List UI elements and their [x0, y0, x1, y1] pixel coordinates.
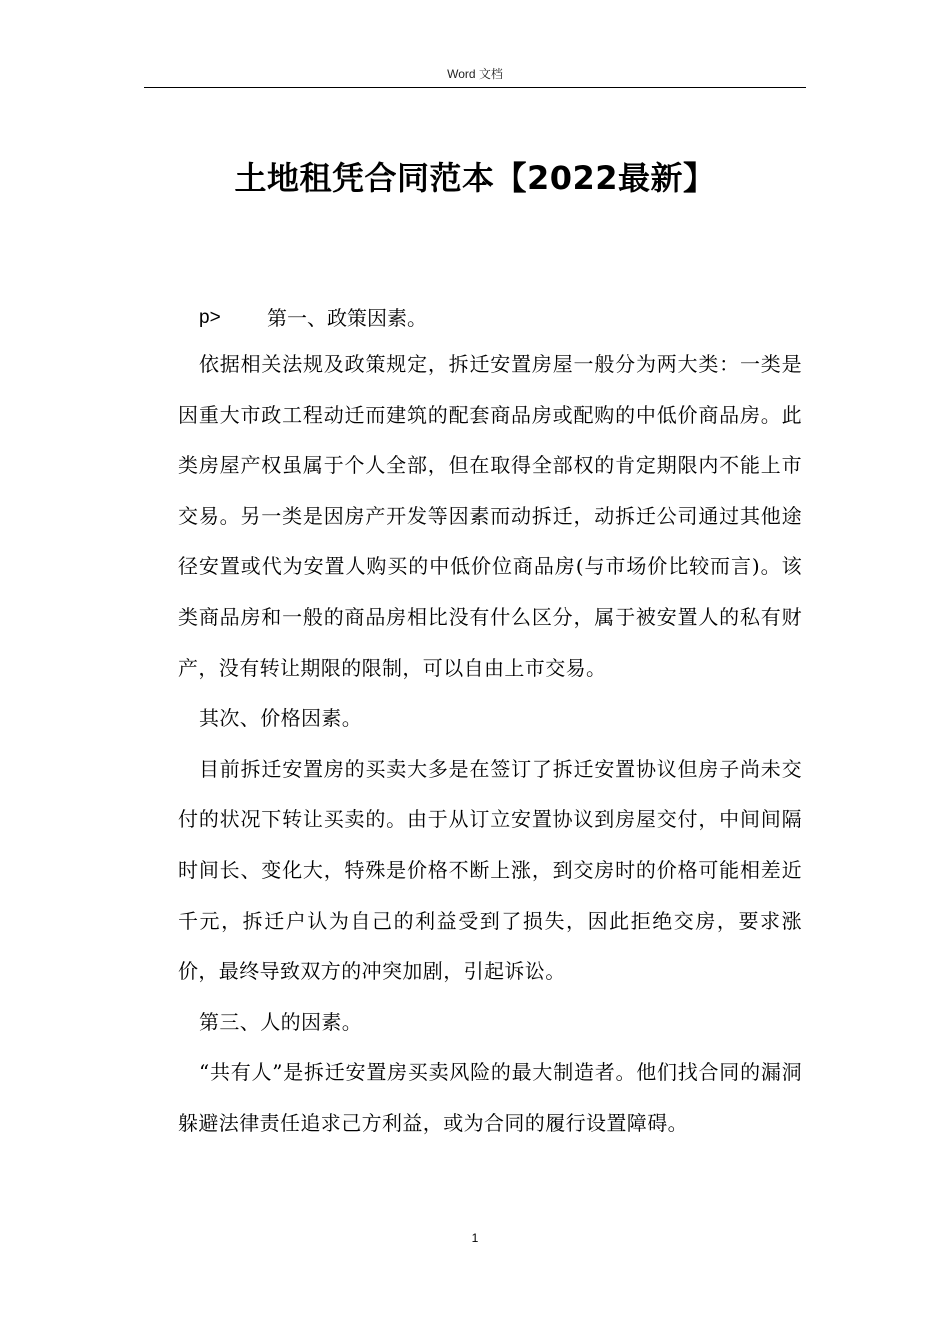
paragraph-1: 依据相关法规及政策规定，拆迁安置房屋一般分为两大类：一类是因重大市政工程动迁而建筑的配套商品房或配购的中低价商品房。此类房屋产权虽属于个人全部，但在取得全部权的肯定期限内不能上市交易。另一类是因房产开发等因素而动拆迁，动拆迁公司通过其他途径安置或代为安置人购买的中低价位商品房(与市场价比较而言)。该类商品房和一般的商品房相比没有什么区分，属于被安置人的私有财产，没有转让期限的限制，可以自由上市交易。	[178, 352, 802, 680]
first-line	[178, 297, 802, 339]
paragraph-2: 目前拆迁安置房的买卖大多是在签订了拆迁安置协议但房子尚未交付的状况下转让买卖的。由于从订立安置协议到房屋交付，中间间隔时间长、变化大，特殊是价格不断上涨，到交房时的价格可能相差近千元，拆迁户认为自己的利益受到了损失，因此拒绝交房，要求涨价，最终导致双方的冲突加剧，引起诉讼。	[178, 756, 802, 984]
page-number: 1	[471, 1231, 479, 1245]
section-heading-2: 其次、价格因素。	[199, 706, 363, 731]
paragraph-3: “共有人”是拆迁安置房买卖风险的最大制造者。他们找合同的漏洞躲避法律责任追求己方利益，或为合同的履行设置障碍。	[178, 1060, 802, 1135]
header-divider	[144, 87, 806, 88]
header-label: Word 文档	[447, 67, 503, 81]
document-body	[178, 297, 802, 1149]
section-heading-1: 第一、政策因素。	[267, 306, 427, 330]
section-heading-3: 第三、人的因素。	[199, 1009, 363, 1034]
document-title: 土地租凭合同范本【2022最新】	[234, 159, 716, 197]
stray-tag-marker: p>	[199, 307, 221, 328]
